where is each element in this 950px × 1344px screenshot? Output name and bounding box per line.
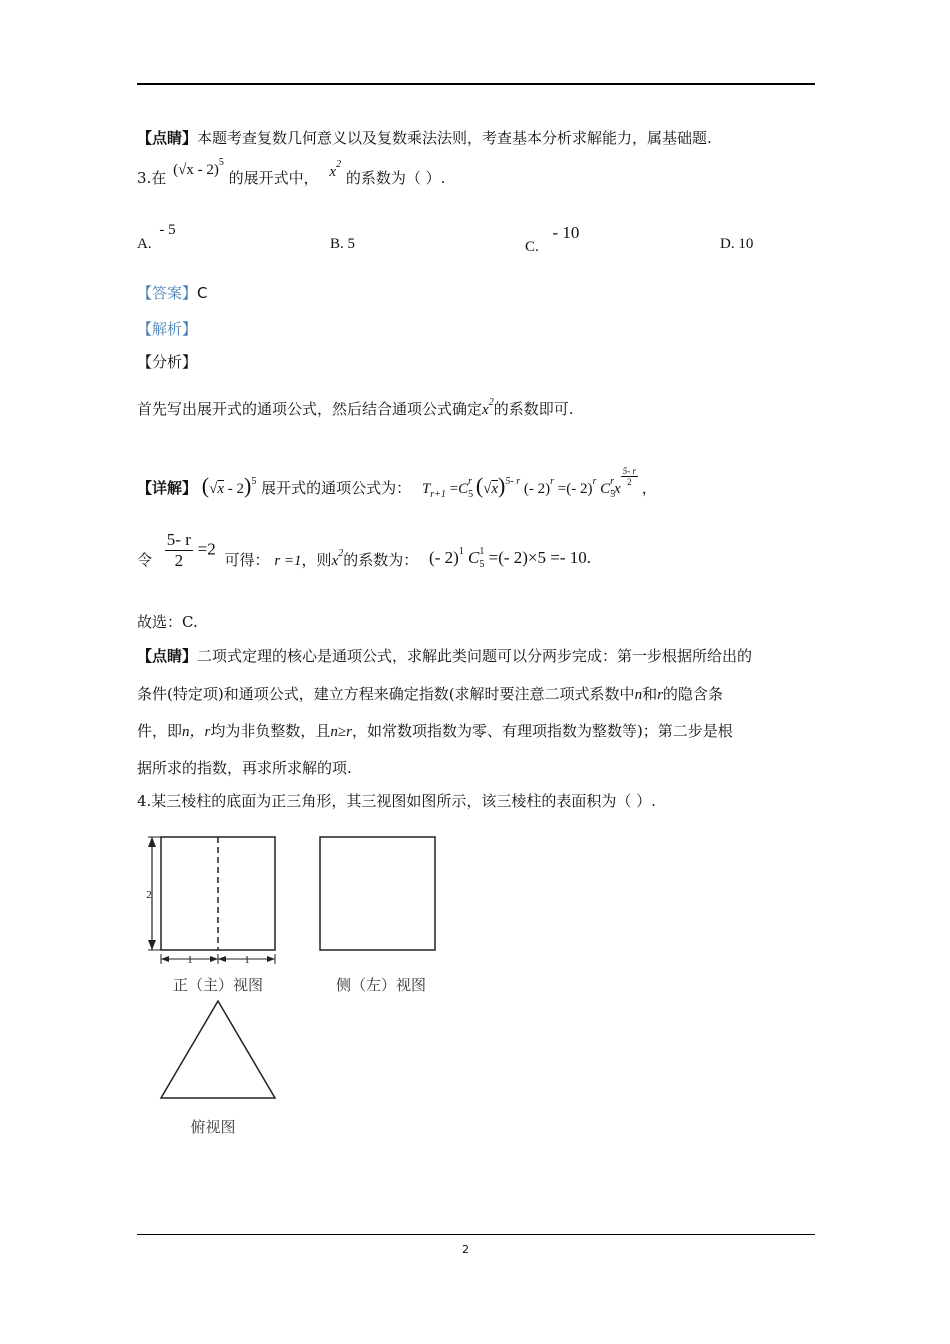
fenxi-var: $x^2$ [482, 397, 494, 418]
option-c-value: - 10 [552, 223, 580, 242]
let-fraction: $\frac{5- r}{2}$ [166, 530, 191, 570]
q3-var-exponent: 2 [336, 159, 342, 170]
dianjing2-nr: n，r [182, 724, 211, 740]
dianjing2-text3a: 件，即 [137, 722, 183, 740]
option-a-value: - 5 [159, 222, 176, 238]
option-d-value: 10 [738, 236, 754, 252]
general-term-formula: $T_{r+1} =C_5^r$ $(√x)^{5- r}$ (- 2)$^r$ =(- 2)$^r$ $C_5^rx$ $\frac{5- r}{2}$ [421, 466, 636, 500]
q3-exponent: 5 [218, 157, 224, 168]
jiexi-tag: 【解析】 [137, 320, 198, 338]
dianjing2-text2c: 的隐含条 [662, 685, 723, 703]
fenxi-text-b: 的系数即可. [493, 400, 574, 418]
width-label-right: 1 [244, 954, 250, 966]
width-label-left: 1 [187, 954, 193, 966]
dianjing2-line1 [137, 645, 752, 666]
q3-suffix: 的系数为（ ）. [345, 169, 446, 187]
option-b-label: B. [330, 236, 344, 252]
question-4: 4.某三棱柱的底面为正三角形，其三视图如图所示，该三棱柱的表面积为（ ）. [137, 792, 656, 810]
dianjing2-n: n [634, 687, 643, 703]
detail-text: 展开式的通项公式为： [261, 479, 412, 497]
let-coef-text: 的系数为： [343, 550, 419, 569]
dianjing2-text2b: 和 [642, 685, 658, 703]
dianjing2-line2 [137, 683, 723, 704]
detail-tail: ， [641, 479, 657, 497]
top-view [161, 1001, 275, 1098]
let-line [137, 530, 591, 571]
dianjing2-r: r [657, 687, 663, 703]
answer-value: C [197, 284, 208, 302]
let-calc: (- 2)$^1$ $C_5^1$ =(- 2)×5 =- 10. [429, 545, 592, 570]
header-rule [137, 83, 815, 85]
option-a[interactable] [137, 222, 176, 253]
detail-tag: 【详解】 [137, 479, 198, 497]
dianjing2-text2a: 条件(特定项)和通项公式，建立方程来确定指数(求解时要注意二项式系数中 [137, 685, 635, 703]
dianjing2-tag: 【点睛】 [137, 647, 198, 665]
option-d[interactable] [720, 236, 753, 253]
answer-line [137, 282, 208, 303]
side-view [320, 837, 435, 950]
q3-variable: x [329, 164, 337, 180]
guxuan: 故选：C. [137, 613, 198, 631]
three-view-figure [140, 830, 450, 1150]
dianjing2-text3e: ，如常数项指数为零、有理项指数为整数等)；第二步是根 [351, 722, 733, 740]
option-c-label: C. [525, 239, 539, 255]
answer-tag: 【答案】 [137, 284, 198, 302]
let-ze: ，则 [301, 550, 332, 569]
side-view-label: 侧（左）视图 [335, 976, 427, 994]
let-ling: 令 [137, 550, 153, 569]
option-c[interactable] [525, 223, 580, 256]
let-eq: =2 [197, 539, 216, 559]
dianjing2-ngr: n≥r [330, 724, 352, 740]
intro-text: 本题考查复数几何意义以及复数乘法法则，考查基本分析求解能力，属基础题. [197, 129, 712, 147]
detail-line [137, 466, 657, 500]
intro-tag: 【点睛】 [137, 129, 198, 147]
let-r-eq: r =1 [274, 552, 302, 569]
fenxi-text-a: 首先写出展开式的通项公式，然后结合通项公式确定 [137, 400, 483, 418]
dianjing2-line4: 据所求的指数，再求所求解的项. [137, 759, 352, 777]
let-kede: 可得： [224, 550, 270, 569]
detail-binomial: (√x - 2)$^5$ [201, 473, 257, 498]
dianjing2-text1: 二项式定理的核心是通项公式，求解此类问题可以分两步完成：第一步根据所给出的 [197, 647, 753, 665]
fenxi-text [137, 397, 573, 419]
front-view [148, 837, 275, 964]
page-number: 2 [462, 1243, 469, 1256]
fenxi-tag: 【分析】 [137, 353, 198, 371]
option-b[interactable] [330, 236, 355, 253]
let-var: $x^2$ [331, 547, 344, 569]
option-d-label: D. [720, 236, 735, 252]
front-view-label: 正（主）视图 [172, 976, 264, 994]
footer-rule [137, 1234, 815, 1235]
q3-expression: (√x - 2) [173, 162, 219, 178]
dianjing2-line3 [137, 720, 733, 741]
dianjing2-text3c: 均为非负整数，且 [210, 722, 331, 740]
top-view-label: 俯视图 [190, 1118, 236, 1136]
q3-prefix: 3.在 [137, 169, 167, 187]
option-a-label: A. [137, 236, 152, 252]
q3-middle: 的展开式中， [228, 169, 319, 187]
intro-line [137, 127, 712, 148]
question-3 [137, 157, 446, 188]
height-label: 2 [146, 889, 152, 901]
option-b-value: 5 [347, 236, 356, 252]
